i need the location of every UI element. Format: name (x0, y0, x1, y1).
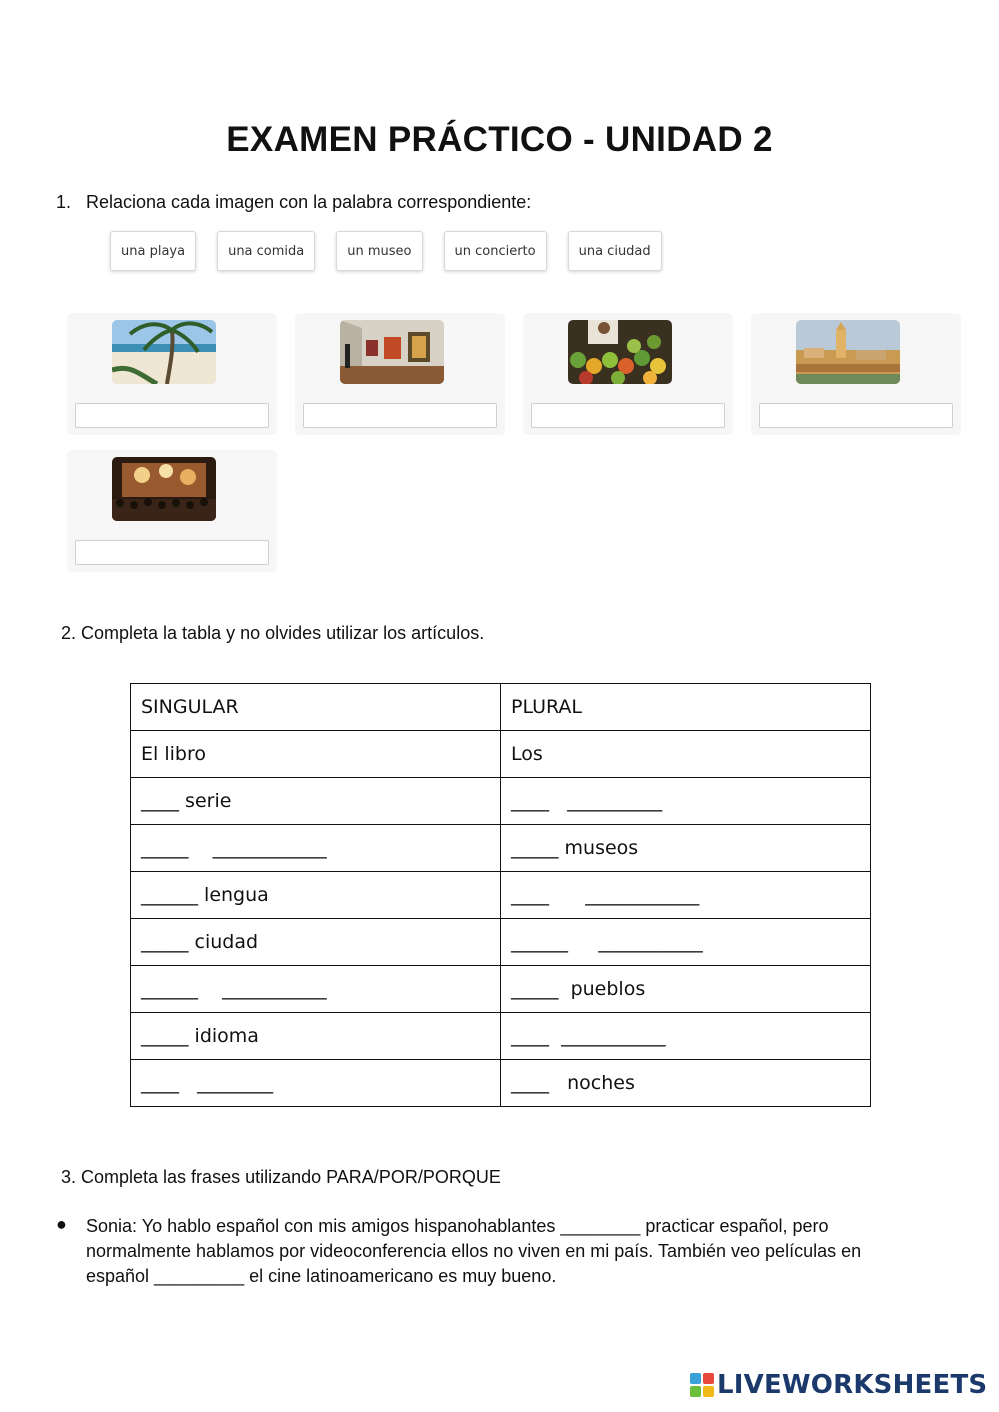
header-plural: PLURAL (501, 684, 871, 731)
table-row (131, 731, 871, 778)
question-1-instruction (56, 192, 531, 213)
image-card-2 (295, 313, 505, 435)
table-cell-plural[interactable]: Los (501, 731, 871, 778)
table-cell-plural[interactable]: ____ noches (501, 1060, 871, 1107)
table-cell-singular[interactable]: ______ lengua (131, 872, 501, 919)
question-3-instruction: 3. Completa las frases utilizando PARA/POR/PORQUE (61, 1167, 501, 1187)
word-chip-una-comida[interactable]: una comida (217, 231, 315, 271)
answer-field-1[interactable] (75, 403, 269, 428)
answer-field-4[interactable] (759, 403, 953, 428)
question-3-sentence[interactable]: Sonia: Yo hablo español con mis amigos hispanohablantes ________ practicar español, pero normalmente hablamos por videoconferencia ellos no viven en mi país. También veo películas en español _________ el cine latinoamericano es muy bueno. (86, 1216, 862, 1286)
image-card-4 (751, 313, 961, 435)
table-row (131, 872, 871, 919)
beach-image (112, 320, 216, 384)
image-card-3 (523, 313, 733, 435)
table-cell-singular[interactable]: ____ ________ (131, 1060, 501, 1107)
table-row (131, 1060, 871, 1107)
word-chip-un-museo[interactable]: un museo (336, 231, 422, 271)
food-market-image (568, 320, 672, 384)
table-cell-plural[interactable]: ____ __________ (501, 778, 871, 825)
word-chip-una-ciudad[interactable]: una ciudad (568, 231, 662, 271)
table-cell-singular[interactable]: ____ serie (131, 778, 501, 825)
question-2-instruction: 2. Completa la tabla y no olvides utilizar los artículos. (61, 623, 485, 643)
table-row (131, 966, 871, 1013)
table-cell-singular[interactable]: ______ ___________ (131, 966, 501, 1013)
table-row (131, 1013, 871, 1060)
answer-field-3[interactable] (531, 403, 725, 428)
table-row (131, 919, 871, 966)
answer-field-5[interactable] (75, 540, 269, 565)
word-chip-un-concierto[interactable]: un concierto (444, 231, 547, 271)
image-card-5 (67, 450, 277, 572)
answer-field-2[interactable] (303, 403, 497, 428)
table-row (131, 825, 871, 872)
image-card-1 (67, 313, 277, 435)
table-cell-plural[interactable]: _____ pueblos (501, 966, 871, 1013)
question-1-number: 1. (56, 192, 72, 212)
table-row (131, 778, 871, 825)
city-image (796, 320, 900, 384)
word-bank (110, 231, 662, 271)
table-cell-plural[interactable]: ____ ____________ (501, 872, 871, 919)
header-singular: SINGULAR (131, 684, 501, 731)
liveworksheets-brand[interactable] (690, 1370, 987, 1400)
liveworksheets-logo-icon (690, 1373, 714, 1397)
word-chip-una-playa[interactable]: una playa (110, 231, 196, 271)
concert-image (112, 457, 216, 521)
museum-image (340, 320, 444, 384)
table-cell-singular[interactable]: _____ ciudad (131, 919, 501, 966)
table-cell-singular[interactable]: _____ idioma (131, 1013, 501, 1060)
brand-name: LIVEWORKSHEETS (717, 1370, 988, 1400)
table-cell-plural[interactable]: ____ ___________ (501, 1013, 871, 1060)
table-cell-plural[interactable]: _____ museos (501, 825, 871, 872)
bullet-icon: ● (56, 1214, 67, 1234)
table-cell-singular: El libro (131, 731, 501, 778)
table-cell-plural[interactable]: ______ ___________ (501, 919, 871, 966)
singular-plural-table (130, 683, 871, 1107)
table-cell-singular[interactable]: _____ ____________ (131, 825, 501, 872)
page-title: EXAMEN PRÁCTICO - UNIDAD 2 (226, 120, 773, 159)
table-header-row (131, 684, 871, 731)
question-1-text: Relaciona cada imagen con la palabra correspondiente: (86, 192, 532, 212)
